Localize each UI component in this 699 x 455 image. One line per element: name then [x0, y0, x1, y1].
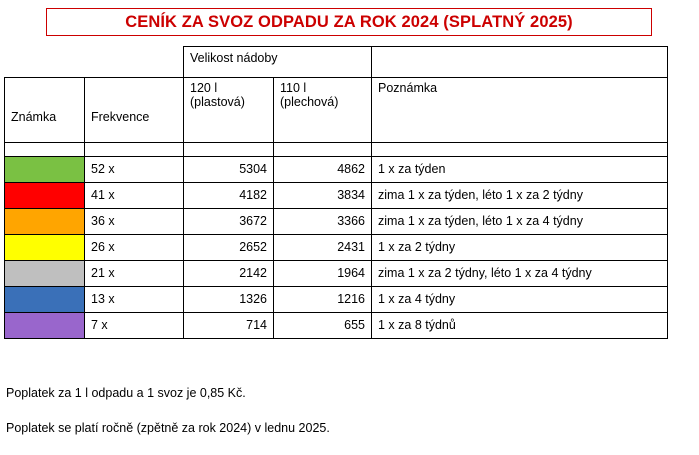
price-table-container: [0, 46, 699, 339]
price-table: [4, 46, 668, 339]
column-header-110l-line2: (plechová): [280, 95, 339, 109]
cell-price-110l: 1964: [274, 261, 372, 287]
column-header-110l: [274, 78, 372, 143]
cell-price-110l: 3834: [274, 183, 372, 209]
table-row: [5, 235, 668, 261]
footnote-fee: Poplatek za 1 l odpadu a 1 svoz je 0,85 Kč.: [6, 386, 246, 400]
table-spacer-row: [5, 143, 668, 157]
table-row: [5, 209, 668, 235]
cell-poznamka: zima 1 x za 2 týdny, léto 1 x za 4 týdny: [372, 261, 668, 287]
cell-poznamka: zima 1 x za týden, léto 1 x za 2 týdny: [372, 183, 668, 209]
footnote-payment: Poplatek se platí ročně (zpětně za rok 2024) v lednu 2025.: [6, 421, 330, 435]
table-group-header-row: [5, 47, 668, 78]
cell-poznamka: 1 x za 2 týdny: [372, 235, 668, 261]
cell-poznamka: zima 1 x za týden, léto 1 x za 4 týdny: [372, 209, 668, 235]
cell-price-110l: 4862: [274, 157, 372, 183]
table-row: [5, 287, 668, 313]
cell-price-110l: 2431: [274, 235, 372, 261]
cell-frekvence: 21 x: [85, 261, 184, 287]
cell-frekvence: 36 x: [85, 209, 184, 235]
cell-frekvence: 13 x: [85, 287, 184, 313]
group-header-empty-2: [85, 47, 184, 78]
cell-price-120l: 3672: [184, 209, 274, 235]
cell-poznamka: 1 x za 4 týdny: [372, 287, 668, 313]
group-header-velikost-nadoby: Velikost nádoby: [184, 47, 372, 78]
column-header-120l: [184, 78, 274, 143]
footnotes: [6, 385, 666, 455]
cell-poznamka: 1 x za týden: [372, 157, 668, 183]
znamka-color-swatch: [5, 209, 85, 235]
cell-price-120l: 4182: [184, 183, 274, 209]
group-header-empty-1: [5, 47, 85, 78]
group-header-empty-3: [372, 47, 668, 78]
column-header-110l-line1: 110 l: [280, 81, 307, 95]
column-header-znamka: Známka: [5, 78, 85, 143]
znamka-color-swatch: [5, 183, 85, 209]
cell-price-110l: 655: [274, 313, 372, 339]
column-header-frekvence: Frekvence: [85, 78, 184, 143]
cell-frekvence: 41 x: [85, 183, 184, 209]
cell-price-120l: 2142: [184, 261, 274, 287]
cell-price-110l: 1216: [274, 287, 372, 313]
cell-price-120l: 1326: [184, 287, 274, 313]
column-header-120l-line2: (plastová): [190, 95, 245, 109]
spacer-cell-5: [372, 143, 668, 157]
page-title: CENÍK ZA SVOZ ODPADU ZA ROK 2024 (SPLATNÝ 2025): [125, 12, 573, 31]
column-header-poznamka: Poznámka: [372, 78, 668, 143]
cell-poznamka: 1 x za 8 týdnů: [372, 313, 668, 339]
table-row: [5, 157, 668, 183]
spacer-cell-3: [184, 143, 274, 157]
table-row: [5, 183, 668, 209]
znamka-color-swatch: [5, 313, 85, 339]
column-header-120l-line1: 120 l: [190, 81, 218, 95]
spacer-cell-2: [85, 143, 184, 157]
znamka-color-swatch: [5, 287, 85, 313]
cell-price-110l: 3366: [274, 209, 372, 235]
cell-frekvence: 52 x: [85, 157, 184, 183]
cell-price-120l: 714: [184, 313, 274, 339]
spacer-cell-4: [274, 143, 372, 157]
cell-frekvence: 26 x: [85, 235, 184, 261]
table-row: [5, 313, 668, 339]
cell-price-120l: 2652: [184, 235, 274, 261]
spacer-cell-1: [5, 143, 85, 157]
cell-frekvence: 7 x: [85, 313, 184, 339]
znamka-color-swatch: [5, 235, 85, 261]
table-row: [5, 261, 668, 287]
znamka-color-swatch: [5, 157, 85, 183]
znamka-color-swatch: [5, 261, 85, 287]
cell-price-120l: 5304: [184, 157, 274, 183]
document-title-box: [46, 8, 652, 36]
table-header-row: [5, 78, 668, 143]
